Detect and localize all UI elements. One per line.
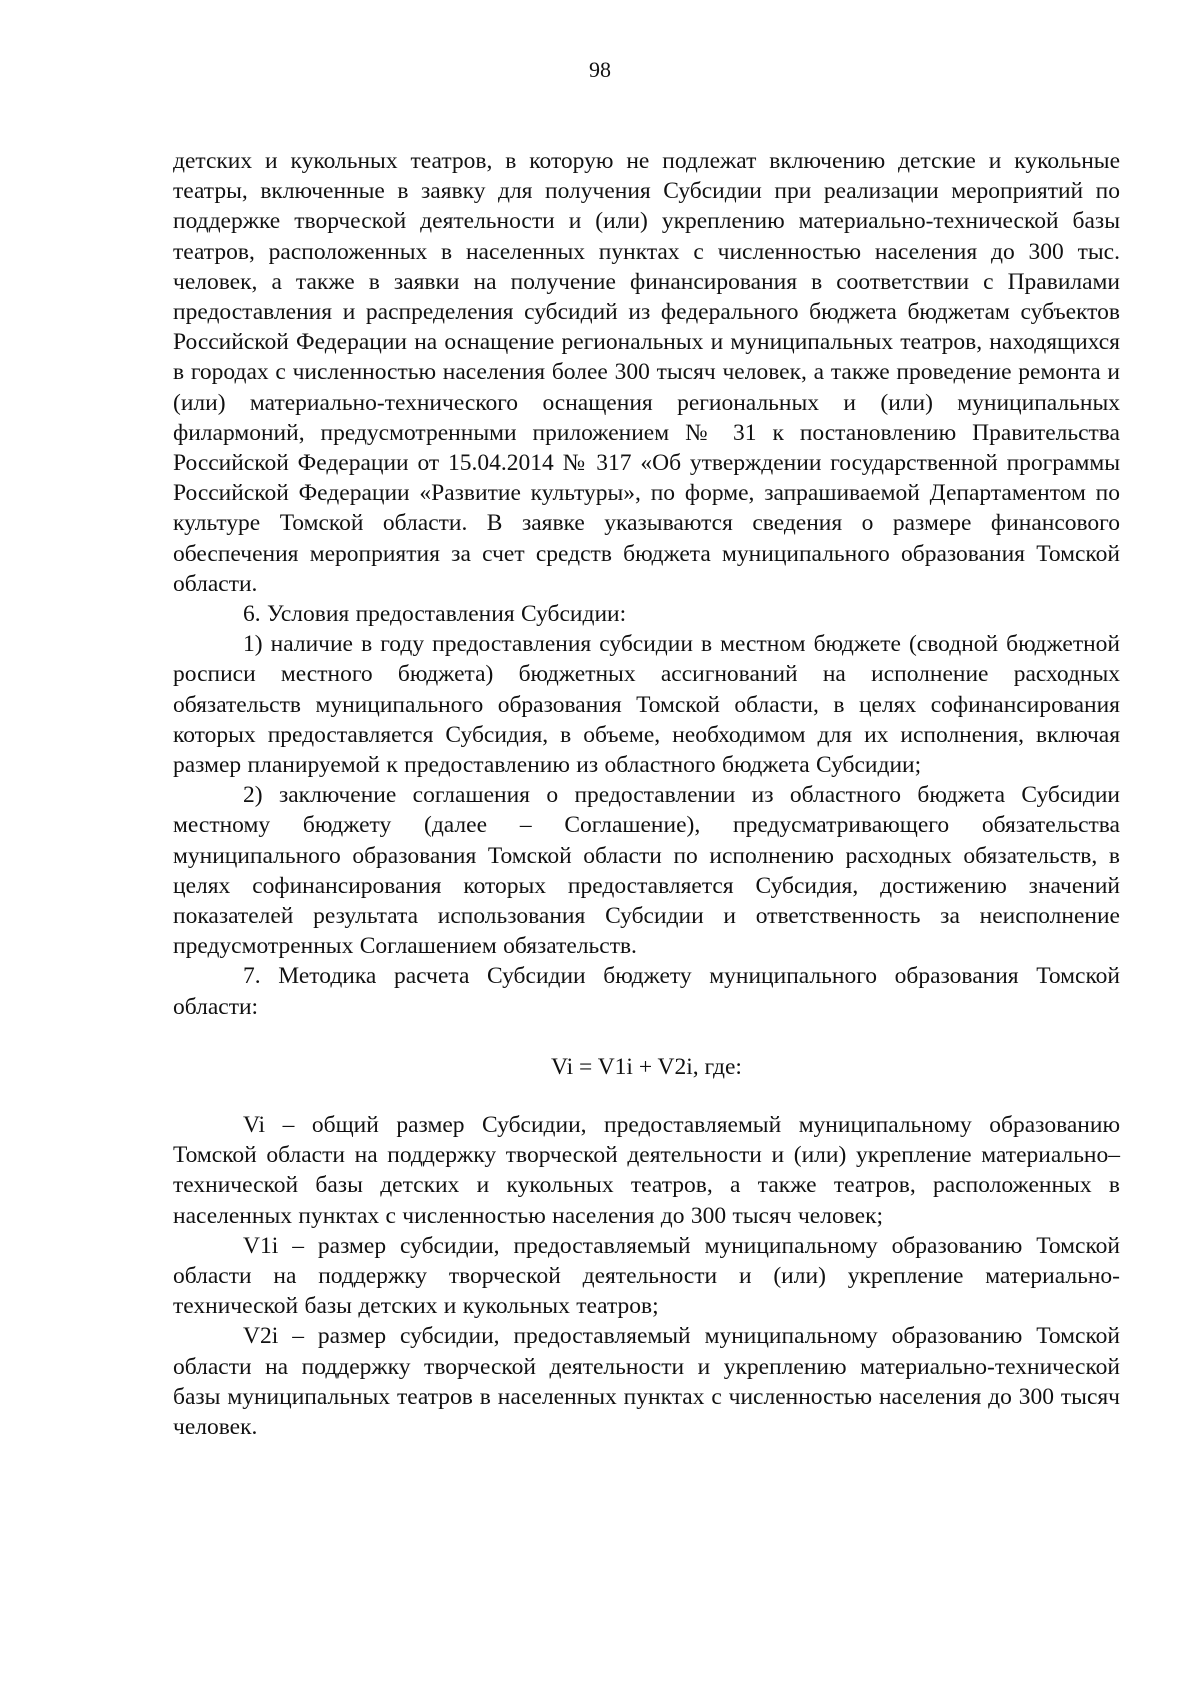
paragraph-condition-2: 2) заключение соглашения о предоставлении из областного бюджета Субсидии местному бюджету (далее – Соглашение), предусматривающего обязательства муниципального образования Томской области по исполнению расходных обязательств, в целях софинансирования которых предоставляется Субсидия, достижению значений показателей результата использования Субсидии и ответственность за неисполнение предусмотренных Соглашением обязательств. [173,782,1120,960]
paragraph-continuation: детских и кукольных театров, в которую не подлежат включению детские и кукольные театры, включенные в заявку для получения Субсидии при реализации мероприятий по поддержке творческой деятельности и (или) укреплению материально-технической базы театров, расположенных в населенных пунктах с численностью населения до 300 тыс. человек, а также в заявки на получение финансирования в соответствии с Правилами предоставления и распределения субсидий из федерального бюджета бюджетам субъектов Российской Федерации на оснащение региональных и муниципальных театров, находящихся в городах с численностью населения более 300 тысяч человек, а также проведение ремонта и (или) материально-технического оснащения региональных и (или) муниципальных филармоний, предусмотренными приложением № 31 к постановлению Правительства Российской Федерации от 15.04.2014 № 317 «Об утверждении государственной программы Российской Федерации «Развитие культуры», по форме, запрашиваемой Департаментом по культуре Томской области. В заявке указываются сведения о размере финансового обеспечения мероприятия за счет средств бюджета муниципального образования Томской области. [173,148,1120,597]
page-number: 98 [589,57,611,82]
formula: Vi = V1i + V2i, где: [551,1053,742,1080]
definition-v1i: V1i – размер субсидии, предоставляемый муниципальному образованию Томской области на поддержку творческой деятельности и (или) укрепление материально-технической базы детских и кукольных театров; [173,1232,1120,1320]
definition-v2i: V2i – размер субсидии, предоставляемый муниципальному образованию Томской области на поддержку творческой деятельности и укреплению материально-технической базы муниципальных театров в населенных пунктах с численностью населения до 300 тысяч человек. [173,1323,1120,1440]
paragraph-section-6-heading: 6. Условия предоставления Субсидии: [243,601,627,628]
definition-vi: Vi – общий размер Субсидии, предоставляемый муниципальному образованию Томской области на поддержку творческой деятельности и (или) укрепление материально–технической базы детских и кукольных театров, а также театров, расположенных в населенных пунктах с численностью населения до 300 тысяч человек; [173,1111,1120,1229]
paragraph-section-7-heading: 7. Методика расчета Субсидии бюджету муниципального образования Томской области: [173,963,1120,1020]
paragraph-condition-1: 1) наличие в году предоставления субсидии в местном бюджете (сводной бюджетной росписи местного бюджета) бюджетных ассигнований на исполнение расходных обязательств муниципального образования Томской области, в целях софинансирования которых предоставляется Субсидия, в объеме, необходимом для их исполнения, включая размер планируемой к предоставлению из областного бюджета Субсидии; [173,631,1120,779]
document-body [173,146,1120,1442]
